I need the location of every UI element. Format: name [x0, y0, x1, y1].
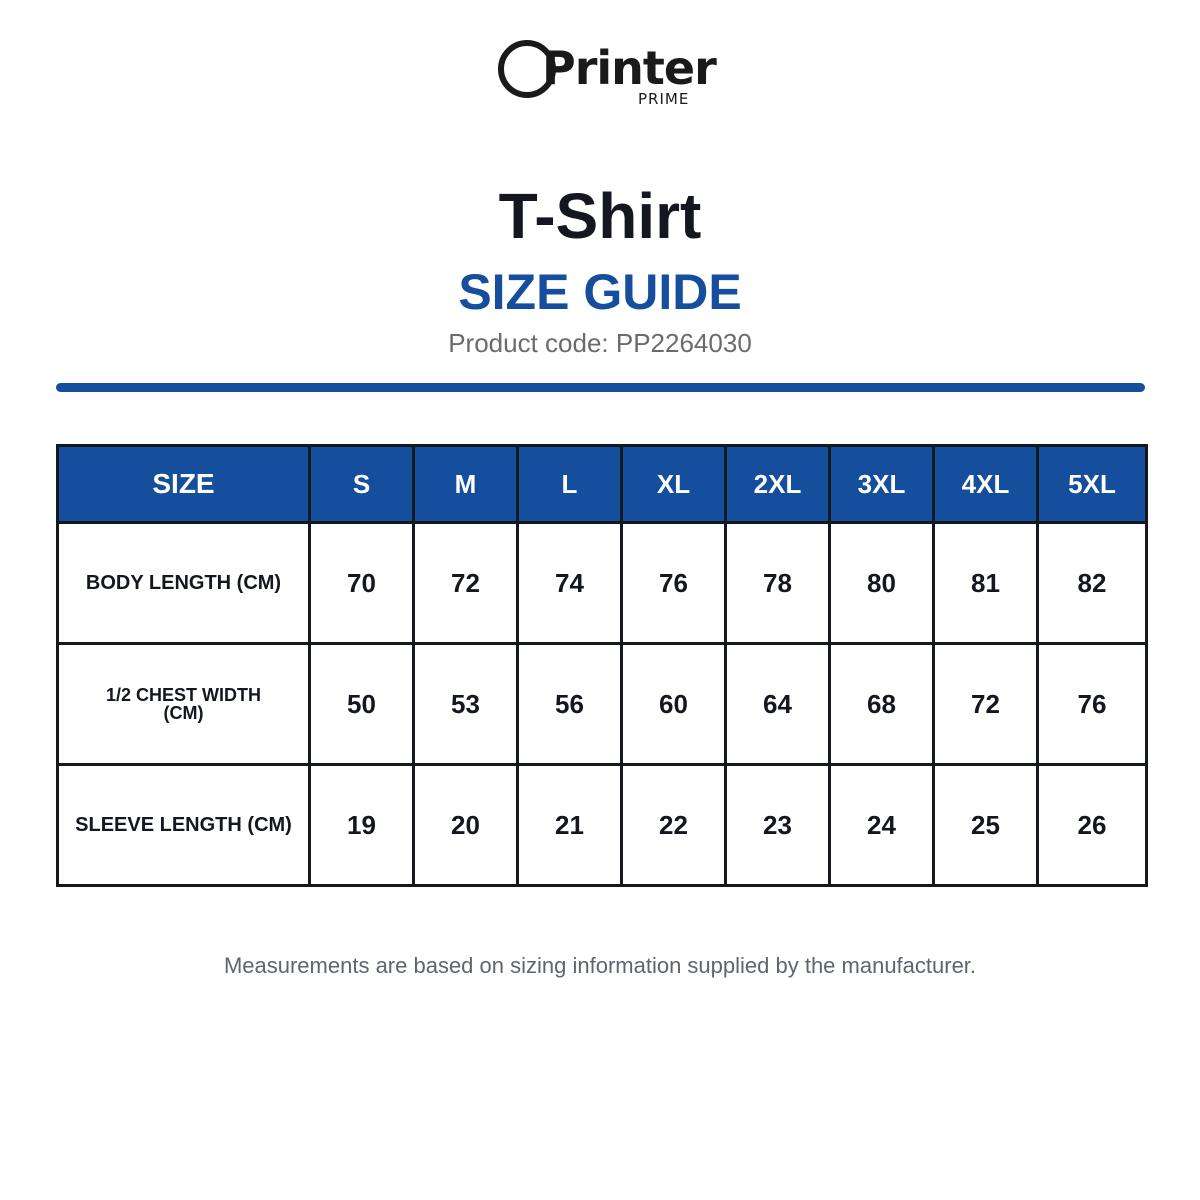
table-cell: 81 [934, 523, 1038, 644]
table-cell: 24 [830, 765, 934, 886]
table-cell: 68 [830, 644, 934, 765]
table-row [58, 765, 1147, 886]
table-cell: 74 [518, 523, 622, 644]
header-size: 4XL [934, 446, 1038, 523]
table-cell: 64 [726, 644, 830, 765]
product-code: Product code: PP2264030 [448, 328, 752, 358]
table-cell: 19 [310, 765, 414, 886]
page-subtitle: SIZE GUIDE [458, 264, 742, 320]
brand-name: Printer [542, 41, 716, 95]
size-table [56, 444, 1148, 887]
footer-note: Measurements are based on sizing information supplied by the manufacturer. [223, 953, 977, 978]
table-cell: 82 [1038, 523, 1147, 644]
table-cell: 53 [414, 644, 518, 765]
table-cell: 20 [414, 765, 518, 886]
table-cell: 76 [1038, 644, 1147, 765]
brand-sub: PRIME [638, 90, 690, 108]
table-cell: 70 [310, 523, 414, 644]
row-label: SLEEVE LENGTH (CM) [58, 765, 310, 886]
table-cell: 23 [726, 765, 830, 886]
header-size: 5XL [1038, 446, 1147, 523]
table-cell: 72 [414, 523, 518, 644]
table-cell: 25 [934, 765, 1038, 886]
table-cell: 72 [934, 644, 1038, 765]
table-header-row [58, 446, 1147, 523]
header-size: 2XL [726, 446, 830, 523]
table-cell: 56 [518, 644, 622, 765]
table-cell: 21 [518, 765, 622, 886]
table-cell: 78 [726, 523, 830, 644]
table-row [58, 644, 1147, 765]
header-size: L [518, 446, 622, 523]
page-title: T-Shirt [498, 180, 702, 252]
table-cell: 50 [310, 644, 414, 765]
table-cell: 60 [622, 644, 726, 765]
header-size: 3XL [830, 446, 934, 523]
table-cell: 22 [622, 765, 726, 886]
header-size: S [310, 446, 414, 523]
row-label: 1/2 CHEST WIDTH (CM) [58, 644, 310, 765]
table-cell: 80 [830, 523, 934, 644]
header-size: M [414, 446, 518, 523]
brand-logo [498, 38, 716, 110]
row-label: BODY LENGTH (CM) [58, 523, 310, 644]
divider [56, 383, 1145, 392]
table-cell: 26 [1038, 765, 1147, 886]
table-cell: 76 [622, 523, 726, 644]
table-row [58, 523, 1147, 644]
header-size-label: SIZE [58, 446, 310, 523]
header-size: XL [622, 446, 726, 523]
